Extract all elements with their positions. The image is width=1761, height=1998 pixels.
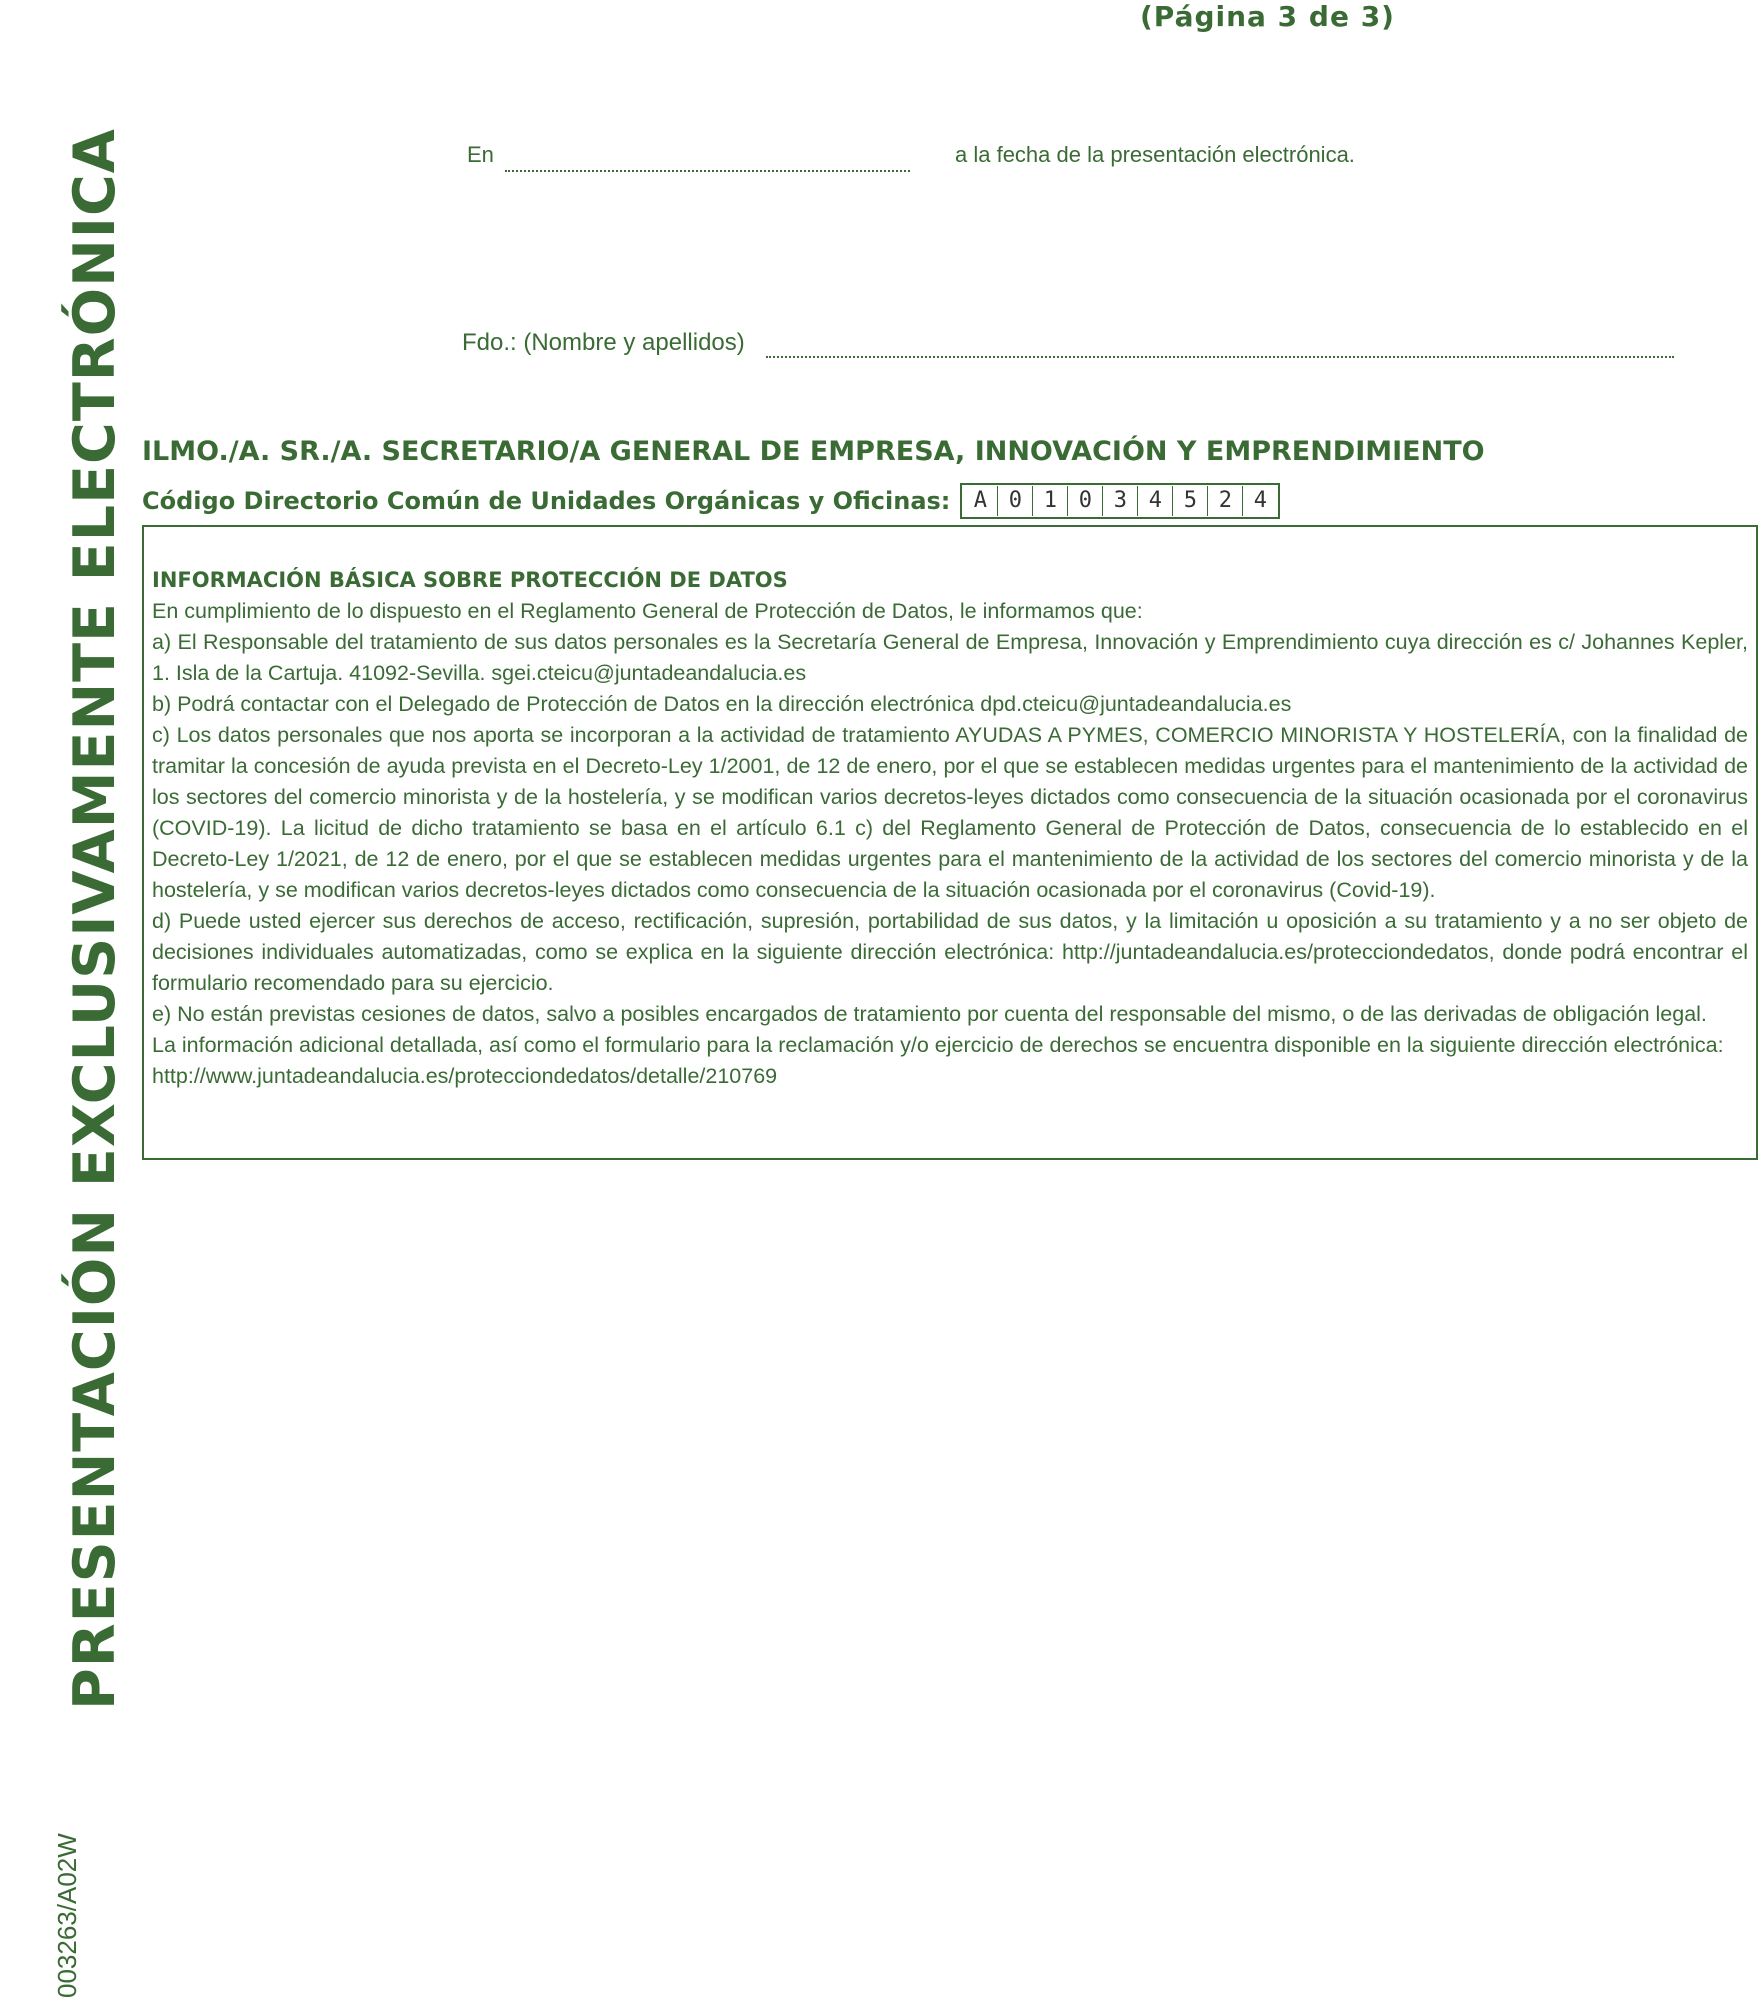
date-text: a la fecha de la presentación electrónica.: [955, 142, 1355, 167]
data-protection-box: [142, 525, 1758, 1160]
data-protection-item-c: c) Los datos personales que nos aporta se incorporan a la actividad de tratamiento AYUDAS A PYMES, COMERCIO MINORISTA Y HOSTELERÍA, con la finalidad de tramitar la concesión de ayuda prevista en el Decreto-Ley 1/2001, de 12 de enero, por el que se establecen medidas urgentes para el mantenimiento de la actividad de los sectores del comercio minorista y de la hostelería, y se modifican varios decretos-leyes dictados como consecuencia de la situación ocasionada por el coronavirus (COVID-19). La licitud de dicho tratamiento se basa en el artículo 6.1 c) del Reglamento General de Protección de Datos, consecuencia de lo establecido en el Decreto-Ley 1/2021, de 12 de enero, por el que se establecen medidas urgentes para el mantenimiento de la actividad de los sectores del comercio minorista y de la hostelería, y se modifican varios decretos-leyes dictados como consecuencia de la situación ocasionada por el coronavirus (Covid-19).: [152, 723, 1748, 902]
code-char: A: [963, 486, 998, 516]
form-code: 003263/A02W: [52, 1833, 82, 1998]
code-char: 4: [1138, 486, 1173, 516]
code-char: 1: [1033, 486, 1068, 516]
data-protection-item-e: e) No están previstas cesiones de datos, salvo a posibles encargados de tratamiento por cuenta del responsable del mismo, o de las derivadas de obligación legal.: [152, 1002, 1707, 1026]
place-field[interactable]: [505, 170, 910, 172]
data-protection-additional: La información adicional detallada, así como el formulario para la reclamación y/o ejercicio de derechos se encuentra disponible en la siguiente dirección electrónica:: [152, 1033, 1724, 1057]
code-char: 0: [998, 486, 1033, 516]
office-code-boxes: [960, 483, 1280, 519]
code-char: 3: [1103, 486, 1138, 516]
code-char: 4: [1253, 488, 1268, 513]
data-protection-intro: En cumplimiento de lo dispuesto en el Reglamento General de Protección de Datos, le informamos que:: [152, 599, 1143, 623]
code-char: 0: [1068, 486, 1103, 516]
office-code-row: [142, 483, 1280, 519]
code-char: 5: [1173, 486, 1208, 516]
data-protection-item-d: d) Puede usted ejercer sus derechos de acceso, rectificación, supresión, portabilidad de sus datos, y la limitación u oposición a su tratamiento y a no ser objeto de decisiones individuales automatizadas, como se explica en la siguiente dirección electrónica: http://juntadeandalucia.es/protecciondedatos, donde podrá encontrar el formulario recomendado para su ejercicio.: [152, 909, 1748, 995]
signature-name-field[interactable]: [766, 356, 1674, 358]
data-protection-title: INFORMACIÓN BÁSICA SOBRE PROTECCIÓN DE DATOS: [152, 568, 788, 592]
data-protection-item-b: b) Podrá contactar con el Delegado de Protección de Datos en la dirección electrónica dpd.cteicu@juntadeandalucia.es: [152, 692, 1292, 716]
recipient-title: ILMO./A. SR./A. SECRETARIO/A GENERAL DE EMPRESA, INNOVACIÓN Y EMPRENDIMIENTO: [142, 436, 1485, 467]
data-protection-url: http://www.juntadeandalucia.es/protecciondedatos/detalle/210769: [152, 1064, 778, 1088]
page-number: (Página 3 de 3): [1140, 0, 1395, 33]
side-banner: PRESENTACIÓN EXCLUSIVAMENTE ELECTRÓNICA: [62, 128, 128, 1710]
place-label: En: [467, 142, 494, 167]
office-code-label: Código Directorio Común de Unidades Orgánicas y Oficinas:: [142, 487, 951, 515]
code-char: 2: [1208, 486, 1243, 516]
signed-label: Fdo.: (Nombre y apellidos): [462, 329, 745, 356]
data-protection-item-a: a) El Responsable del tratamiento de sus datos personales es la Secretaría General de Empresa, Innovación y Emprendimiento cuya dirección es c/ Johannes Kepler, 1. Isla de la Cartuja. 41092-Sevilla. sgei.cteicu@juntadeandalucia.es: [152, 630, 1748, 685]
